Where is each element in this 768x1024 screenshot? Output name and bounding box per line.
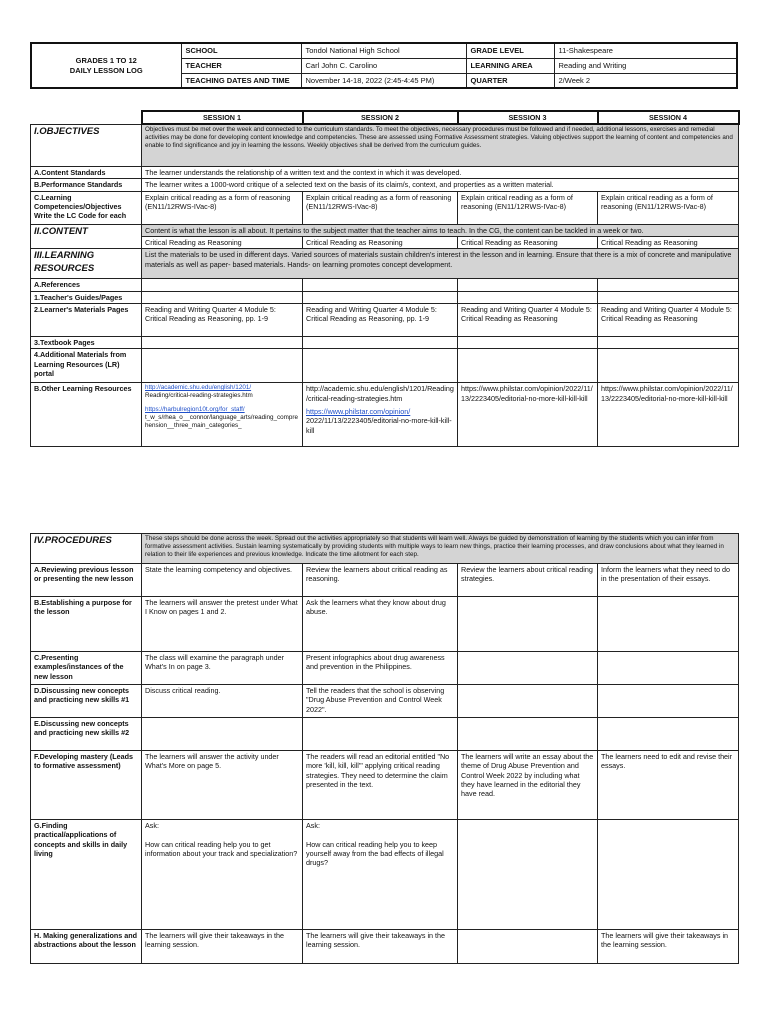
proc-row-f-label: F.Developing mastery (Leads to formative assessment) <box>31 751 142 820</box>
area-value: Reading and Writing <box>554 58 737 73</box>
proc-row-d-s4 <box>598 685 739 718</box>
competency-s2: Explain critical reading as a form of reasoning (EN11/12RWS-IVac-8) <box>303 191 458 224</box>
competencies-label: C.Learning Competencies/Objectives Write the LC Code for each <box>31 191 142 224</box>
resources-title: III.LEARNING RESOURCES <box>31 249 142 279</box>
textbook-s1 <box>142 337 303 349</box>
proc-row-c-label: C.Presenting examples/instances of the new lesson <box>31 652 142 685</box>
content-title: II.CONTENT <box>31 224 142 249</box>
session-1-header: SESSION 1 <box>142 111 303 124</box>
teacher-value: Carl John C. Carolino <box>301 58 466 73</box>
quarter-value: 2/Week 2 <box>554 73 737 88</box>
content-s4: Critical Reading as Reasoning <box>598 236 739 248</box>
competency-s1: Explain critical reading as a form of reasoning (EN11/12RWS-IVac-8) <box>142 191 303 224</box>
log-title <box>31 43 181 88</box>
proc-row-g-s1: Ask: How can critical reading help you to get information about your track and specialization? <box>142 820 303 930</box>
additional-s1 <box>142 349 303 383</box>
references-s3 <box>458 279 598 291</box>
proc-row-c-s2: Present infographics about drug awareness and prevention in the Philippines. <box>303 652 458 685</box>
lm-s4: Reading and Writing Quarter 4 Module 5: Critical Reading as Reasoning <box>598 304 739 337</box>
proc-row-h-s2: The learners will give their takeaways in the learning session. <box>303 930 458 964</box>
guide-s4 <box>598 291 739 303</box>
other-s2-text-2: 2022/11/13/2223405/editorial-no-more-kill-kill-kill <box>306 416 452 435</box>
other-resources-s3: https://www.philstar.com/opinion/2022/11/13/2223405/editorial-no-more-kill-kill-kill <box>458 383 598 447</box>
objectives-description: Objectives must be met over the week and connected to the curriculum standards. To meet the objectives, necessary procedures must be followed and if needed, additional lessons, exercises and remedial activities may be done for developing content knowledge and competencies. These are assessed using Formative Assessment strategies. Valuing objectives support the learning of content and competencies and enable to find significance and joy in learning the lessons. Weekly objectives shall be derived from the curriculum guides. <box>142 124 739 166</box>
proc-row-h-s3 <box>458 930 598 964</box>
grade-label: GRADE LEVEL <box>466 43 554 58</box>
proc-row-g-s3 <box>458 820 598 930</box>
other-resources-s1 <box>142 383 303 447</box>
teacher-label: TEACHER <box>181 58 301 73</box>
proc-row-e-label: E.Discussing new concepts and practicing new skills #2 <box>31 718 142 751</box>
competency-s3: Explain critical reading as a form of reasoning (EN11/12RWS-IVac-8) <box>458 191 598 224</box>
lm-s1: Reading and Writing Quarter 4 Module 5: Critical Reading as Reasoning, pp. 1-9 <box>142 304 303 337</box>
other-s1-text-2: t_w_s/rhea_o__connor/language_arts/reading_comprehension__three_main_categories_ <box>145 413 298 429</box>
references-s1 <box>142 279 303 291</box>
guide-s3 <box>458 291 598 303</box>
proc-row-g-label: G.Finding practical/applications of concepts and skills in daily living <box>31 820 142 930</box>
proc-row-d-s3 <box>458 685 598 718</box>
session-2-header: SESSION 2 <box>303 111 458 124</box>
content-standards-text: The learner understands the relationship of a written text and the context in which it was developed. <box>142 166 739 178</box>
other-s2-text-1: http://academic.shu.edu/english/1201/Reading/critical-reading-strategies.htm <box>306 384 454 403</box>
other-resources-label: B.Other Learning Resources <box>31 383 142 447</box>
guide-s2 <box>303 291 458 303</box>
proc-row-a-s2: Review the learners about critical reading as reasoning. <box>303 564 458 597</box>
objectives-title: I.OBJECTIVES <box>31 124 142 166</box>
other-s1-link-1[interactable]: http://academic.shu.edu/english/1201/ <box>145 384 252 392</box>
textbook-s2 <box>303 337 458 349</box>
additional-s2 <box>303 349 458 383</box>
proc-row-d-s1: Discuss critical reading. <box>142 685 303 718</box>
proc-row-b-s1: The learners will answer the pretest under What I Know on pages 1 and 2. <box>142 597 303 652</box>
proc-row-f-s2: The readers will read an editorial entitled "No more 'kill, kill, kill'" applying critical reading strategies. They need to determine the claim presented in the text. <box>303 751 458 820</box>
performance-standards-text: The learner writes a 1000-word critique of a selected text on the basis of its claim/s, context, and properties as a written material. <box>142 179 739 191</box>
proc-row-e-s4 <box>598 718 739 751</box>
references-label: A.References <box>31 279 142 291</box>
log-title-line2: DAILY LESSON LOG <box>69 65 143 75</box>
proc-row-c-s1: The class will examine the paragraph under What's In on page 3. <box>142 652 303 685</box>
quarter-label: QUARTER <box>466 73 554 88</box>
dates-label: TEACHING DATES AND TIME <box>181 73 301 88</box>
procedures-description: These steps should be done across the week. Spread out the activities appropriately so that students will learn well. Always be guided by demonstration of learning by the students which you can infer from formative assessment activities. Sustain learning systematically by providing students with multiple ways to learn new things, practice their learning processes, and draw conclusions about what they learned in relation to their life experiences and previous knowledge. Indicate the time allotment for each step. <box>142 534 739 564</box>
additional-s4 <box>598 349 739 383</box>
proc-row-g-s2: Ask: How can critical reading help you to keep yourself away from the bad effects of illegal drugs? <box>303 820 458 930</box>
proc-row-b-s4 <box>598 597 739 652</box>
guide-s1 <box>142 291 303 303</box>
proc-row-a-s4: Inform the learners what they need to do in the presentation of their essays. <box>598 564 739 597</box>
session-3-header: SESSION 3 <box>458 111 598 124</box>
proc-row-e-s3 <box>458 718 598 751</box>
proc-row-e-s1 <box>142 718 303 751</box>
textbook-s4 <box>598 337 739 349</box>
resources-description: List the materials to be used in different days. Varied sources of materials sustain children's interest in the lesson and in learning. Ensure that there is a mix of concrete and manipulative materials as well as paper- based materials. Hands- on learning promotes concept development. <box>142 249 739 279</box>
proc-row-h-label: H. Making generalizations and abstractions about the lesson <box>31 930 142 964</box>
proc-row-g-s4 <box>598 820 739 930</box>
other-s2-link[interactable]: https://www.philstar.com/opinion/ <box>306 407 411 417</box>
teachers-guide-label: 1.Teacher's Guides/Pages <box>31 291 142 303</box>
proc-row-c-s3 <box>458 652 598 685</box>
content-s2: Critical Reading as Reasoning <box>303 236 458 248</box>
procedures-title: IV.PROCEDURES <box>31 534 142 564</box>
proc-row-h-s4: The learners will give their takeaways in the learning session. <box>598 930 739 964</box>
lm-s2: Reading and Writing Quarter 4 Module 5: Critical Reading as Reasoning, pp. 1-9 <box>303 304 458 337</box>
log-title-line1: GRADES 1 TO 12 <box>75 55 137 65</box>
references-s2 <box>303 279 458 291</box>
learners-materials-label: 2.Learner's Materials Pages <box>31 304 142 337</box>
proc-row-b-label: B.Establishing a purpose for the lesson <box>31 597 142 652</box>
content-standards-label: A.Content Standards <box>31 166 142 178</box>
proc-row-c-s4 <box>598 652 739 685</box>
proc-row-b-s3 <box>458 597 598 652</box>
additional-s3 <box>458 349 598 383</box>
other-s1-text-1: Reading/critical-reading-strategies.htm <box>145 392 253 400</box>
session-4-header: SESSION 4 <box>598 111 739 124</box>
procedures-table <box>30 533 739 964</box>
proc-row-f-s4: The learners need to edit and revise their essays. <box>598 751 739 820</box>
content-s1: Critical Reading as Reasoning <box>142 236 303 248</box>
proc-row-f-s1: The learners will answer the activity under What's More on page 5. <box>142 751 303 820</box>
header-table <box>30 42 738 89</box>
school-label: SCHOOL <box>181 43 301 58</box>
content-s3: Critical Reading as Reasoning <box>458 236 598 248</box>
other-s1-link-2[interactable]: https://harbulregion10t.org/for_staff/ <box>145 406 245 414</box>
content-description: Content is what the lesson is all about. It pertains to the subject matter that the teacher aims to teach. In the CG, the content can be tackled in a week or two. <box>142 224 739 236</box>
proc-row-h-s1: The learners will give their takeaways in the learning session. <box>142 930 303 964</box>
competency-s4: Explain critical reading as a form of reasoning (EN11/12RWS-IVac-8) <box>598 191 739 224</box>
other-resources-s4: https://www.philstar.com/opinion/2022/11/13/2223405/editorial-no-more-kill-kill-kill <box>598 383 739 447</box>
performance-standards-label: B.Performance Standards <box>31 179 142 191</box>
references-s4 <box>598 279 739 291</box>
proc-row-b-s2: Ask the learners what they know about drug abuse. <box>303 597 458 652</box>
grade-value: 11-Shakespeare <box>554 43 737 58</box>
area-label: LEARNING AREA <box>466 58 554 73</box>
additional-materials-label: 4.Additional Materials from Learning Resources (LR) portal <box>31 349 142 383</box>
proc-row-d-s2: Tell the readers that the school is observing "Drug Abuse Prevention and Control Week 2022". <box>303 685 458 718</box>
textbook-label: 3.Textbook Pages <box>31 337 142 349</box>
proc-row-f-s3: The learners will write an essay about the theme of Drug Abuse Prevention and Control Week 2022 by including what they have learned in the editorial they have read. <box>458 751 598 820</box>
proc-row-d-label: D.Discussing new concepts and practicing new skills #1 <box>31 685 142 718</box>
dates-value: November 14-18, 2022 (2:45-4:45 PM) <box>301 73 466 88</box>
proc-row-a-label: A.Reviewing previous lesson or presenting the new lesson <box>31 564 142 597</box>
proc-row-a-s3: Review the learners about critical reading strategies. <box>458 564 598 597</box>
lm-s3: Reading and Writing Quarter 4 Module 5: Critical Reading as Reasoning <box>458 304 598 337</box>
school-value: Tondol National High School <box>301 43 466 58</box>
proc-row-e-s2 <box>303 718 458 751</box>
objectives-table <box>30 110 740 447</box>
other-resources-s2 <box>303 383 458 447</box>
proc-row-a-s1: State the learning competency and objectives. <box>142 564 303 597</box>
textbook-s3 <box>458 337 598 349</box>
